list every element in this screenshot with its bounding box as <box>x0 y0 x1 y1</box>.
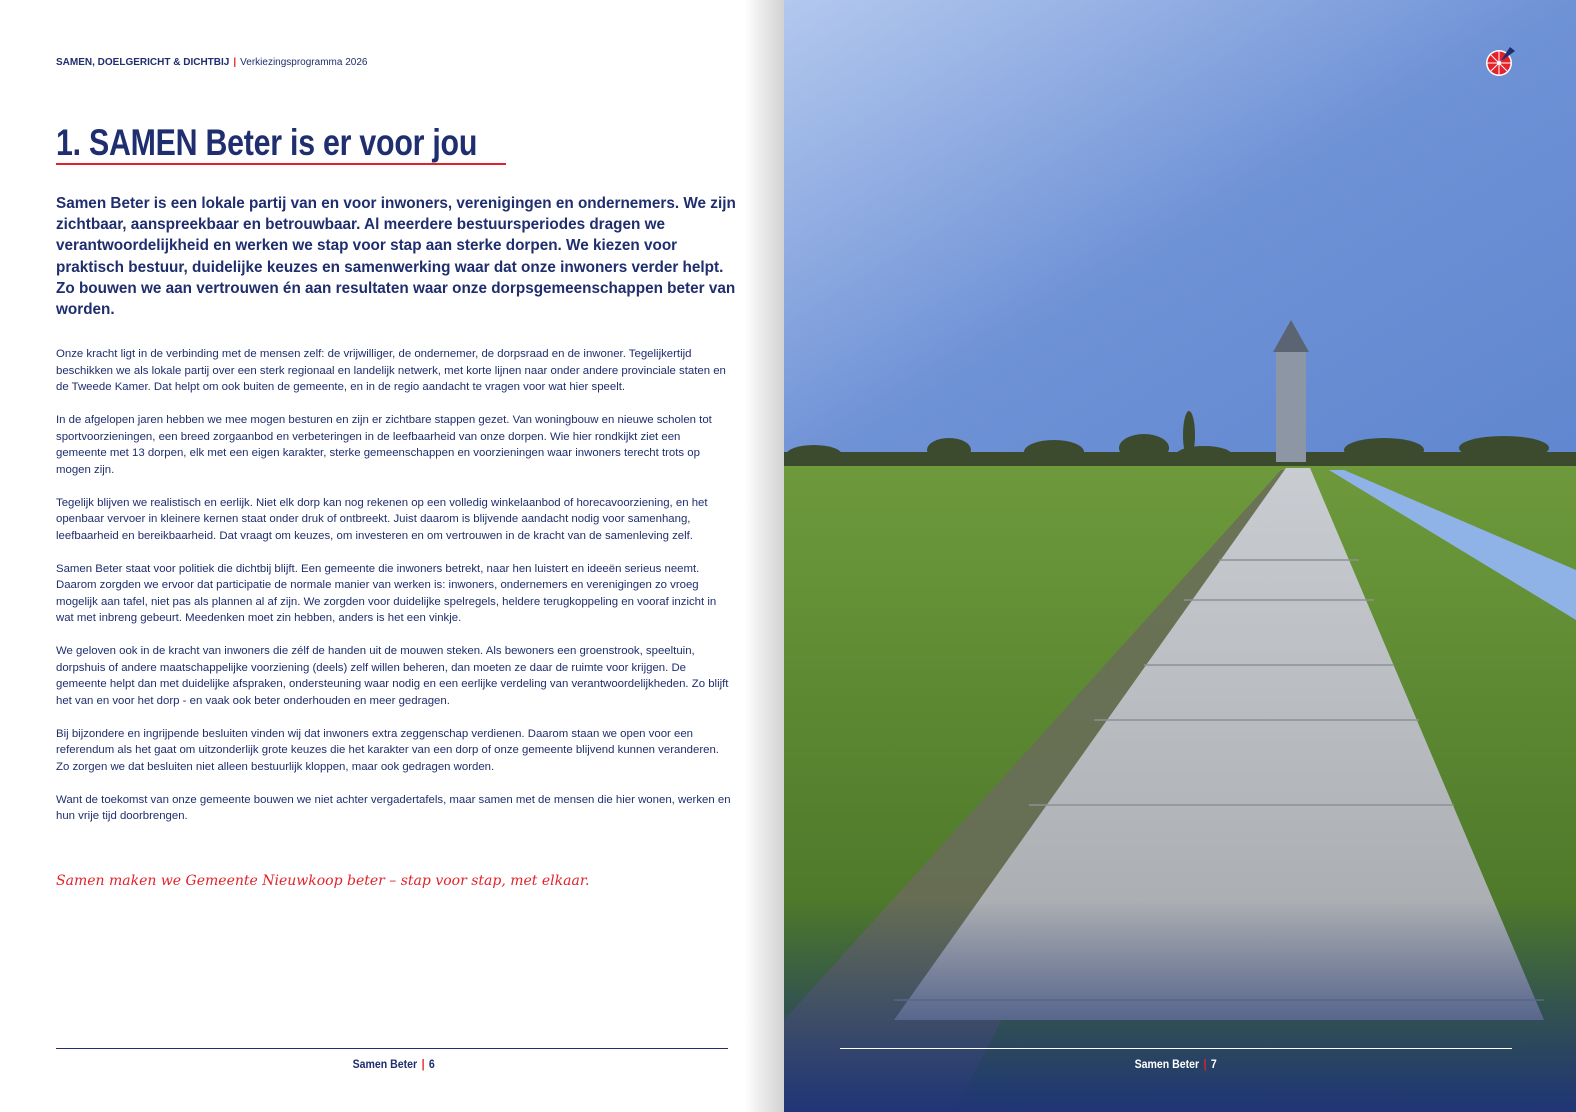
body-paragraph: Tegelijk blijven we realistisch en eerlijk. Niet elk dorp kan nog rekenen op een volledig winkelaanbod of horecavoorziening, en het openbaar vervoer in kleinere kernen staat onder druk of ontbreekt. Juist daarom is blijvende aandacht nodig voor samenhang, leefbaarheid en bereikbaarheid. Dat vraagt om keuzes, om investeren en om vertrouwen in de kracht van de samenleving zelf. <box>56 496 708 542</box>
slogan: Samen maken we Gemeente Nieuwkoop beter – stap voor stap, met elkaar. <box>56 873 590 889</box>
running-title: SAMEN, DOELGERICHT & DICHTBIJ <box>56 57 230 68</box>
footer-rule <box>56 1048 728 1049</box>
sky <box>784 0 1576 480</box>
footer-name: Samen Beter <box>352 1057 418 1071</box>
bottom-fade <box>784 900 1576 1112</box>
page-number: 6 <box>428 1057 435 1071</box>
header-separator: | <box>233 57 237 68</box>
footer-right <box>1135 1057 1217 1071</box>
page-title: 1. SAMEN Beter is er voor jou <box>56 122 478 163</box>
body-paragraph: In de afgelopen jaren hebben we mee mogen besturen en zijn er zichtbare stappen gezet. Van woningbouw en nieuwe scholen tot sportvoorzieningen, een breed zorgaanbod en verbeteringen in de leefbaarheid van onze dorpen. Wie hier rondkijkt ziet een gemeente met 13 dorpen, elk met een eigen karakter, sterke gemeenschappen en voorzieningen waar inwoners terecht trots op mogen zijn. <box>56 414 712 476</box>
running-header <box>56 57 367 68</box>
page-number: 7 <box>1210 1057 1217 1071</box>
gutter-shadow <box>744 0 784 1112</box>
lead-paragraph: Samen Beter is een lokale partij van en voor inwoners, verenigingen en ondernemers. We zijn zichtbaar, aanspreekbaar en betrouwbaar. Al meerdere bestuursperiodes dragen we verantwoordelijkheid en werken we stap voor stap aan sterke dorpen. We kiezen voor praktisch bestuur, duidelijke keuzes en samenwerking waar dat onze inwoners verder helpt. Zo bouwen we aan vertrouwen én aan resultaten waar onze dorpsgemeenschappen beter van worden. <box>56 195 736 319</box>
body-paragraph: Bij bijzondere en ingrijpende besluiten vinden wij dat inwoners extra zeggenschap verdienen. Daarom staan we open voor een referendum als het gaat om uitzonderlijk grote keuzes die het karakter van een dorp of onze gemeente blijvend kunnen veranderen. Zo zorgen we dat besluiten niet alleen bestuurlijk kloppen, maar ook gedragen worden. <box>56 727 719 773</box>
footer-rule-right <box>840 1048 1512 1049</box>
footer-left <box>353 1057 435 1071</box>
footer-separator: | <box>421 1057 425 1071</box>
party-logo-icon <box>1483 45 1517 79</box>
right-page-photo <box>784 0 1576 1112</box>
footer-separator: | <box>1203 1057 1207 1071</box>
running-subtitle: Verkiezingsprogramma 2026 <box>240 57 368 68</box>
body-paragraph: Want de toekomst van onze gemeente bouwen we niet achter vergadertafels, maar samen met de mensen die hier wonen, werken en hun vrije tijd doorbrengen. <box>56 793 731 822</box>
title-underline <box>56 163 506 165</box>
body-paragraph: Onze kracht ligt in de verbinding met de mensen zelf: de vrijwilliger, de ondernemer, de dorpsraad en de inwoner. Tegelijkertijd beschikken we als lokale partij over een sterk regionaal en landelijk netwerk, met korte lijnen naar onder andere provinciale staten en de Tweede Kamer. Dat helpt om ook buiten de gemeente, en in de regio aandacht te vragen voor wat hier speelt. <box>56 348 726 393</box>
body-text <box>56 346 732 841</box>
left-page <box>0 0 784 1112</box>
landscape-photo <box>784 0 1576 1112</box>
body-paragraph: We geloven ook in de kracht van inwoners die zélf de handen uit de mouwen steken. Als bewoners een groenstrook, speeltuin, dorpshuis of andere maatschappelijke voorziening (deels) zelf willen beheren, dan moeten ze daar de ruimte voor krijgen. De gemeente helpt dan met duidelijke afspraken, ondersteuning waar nodig en een eerlijke verdeling van verantwoordelijkheden. Zo blijft het van en voor het dorp - en vaak ook beter onderhouden en meer gedragen. <box>56 645 729 707</box>
footer-name: Samen Beter <box>1134 1057 1200 1071</box>
body-paragraph: Samen Beter staat voor politiek die dichtbij blijft. Een gemeente die inwoners betrekt, naar hen luistert en ideeën serieus neemt. Daarom zorgden we ervoor dat participatie de normale manier van werken is: inwoners, ondernemers en verenigingen zo vroeg mogelijk aan tafel, niet pas als plannen al af zijn. We zorgden voor duidelijke spelregels, heldere terugkoppeling en vooraf inzicht in wat met inbreng gebeurt. Meedenken moet zin hebben, anders is het een vinkje. <box>56 562 717 624</box>
